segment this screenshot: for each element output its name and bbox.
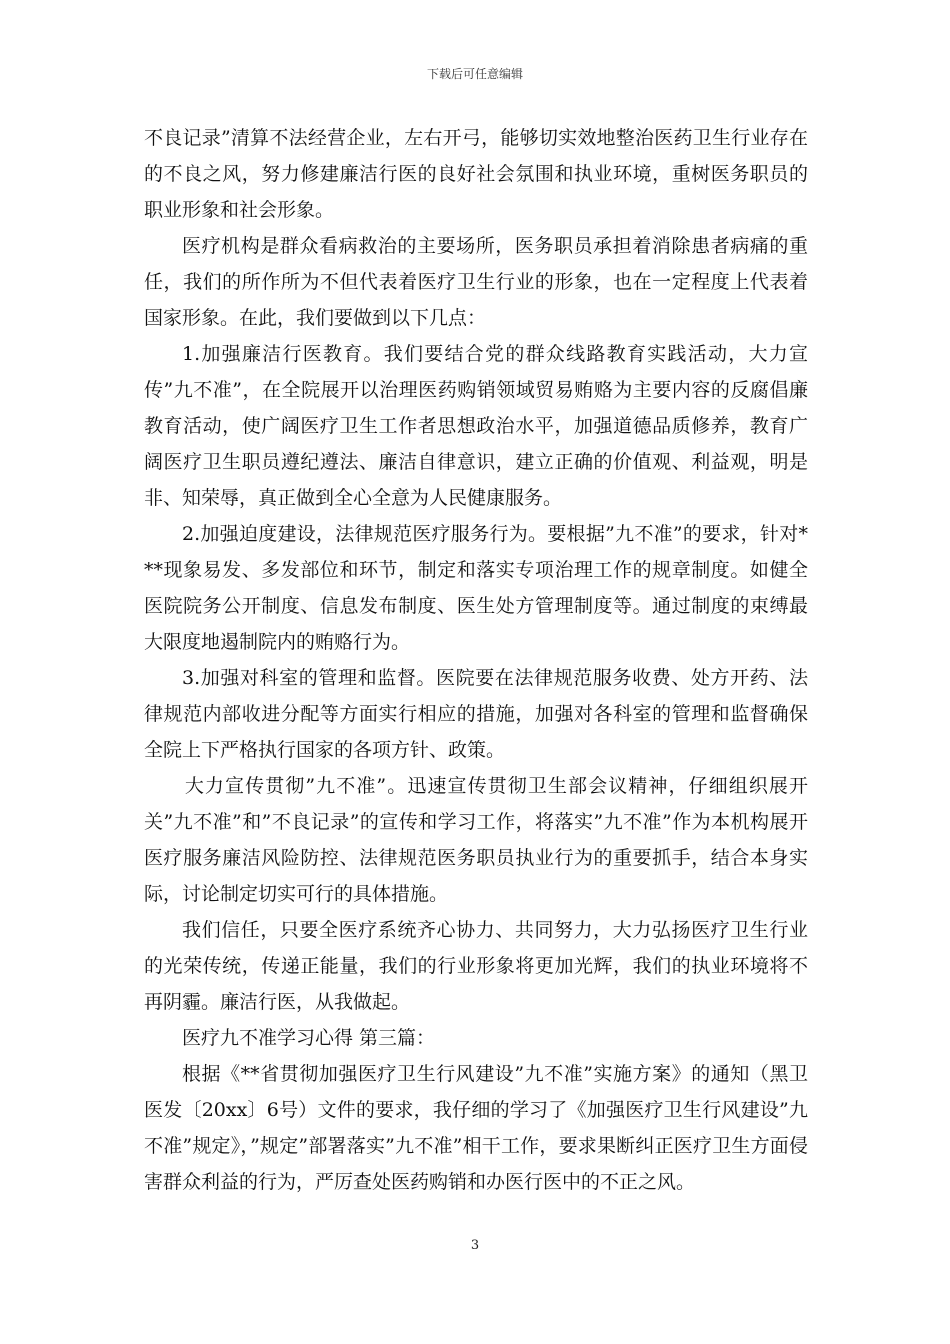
paragraph-publicity: 大力宣传贯彻”九不准”。迅速宣传贯彻卫生部会议精神，仔细组织展开关”九不准”和”不良记录”的宣传和学习工作，将落实”九不准”作为本机构展开医疗服务廉洁风险防控、法律规范医务职员执业行为的重要抓手，结合本身实际，讨论制定切实可行的具体措施。 bbox=[144, 775, 808, 905]
page-number: 3 bbox=[470, 1238, 480, 1253]
paragraph-point-2: 2.加强迫度建设，法律规范医疗服务行为。要根据”九不准”的要求，针对***现象易发、多发部位和环节，制定和落实专项治理工作的规章制度。如健全医院院务公开制度、信息发布制度、医生处方管理制度等。通过制度的束缚最大限度地遏制院内的贿赂行为。 bbox=[144, 523, 808, 653]
paragraph-medical-institutions: 医疗机构是群众看病救治的主要场所，医务职员承担着消除患者病痛的重任，我们的所作所为不但代表着医疗卫生行业的形象，也在一定程度上代表着国家形象。在此，我们要做到以下几点： bbox=[144, 235, 808, 329]
paragraph-conclusion: 我们信任，只要全医疗系统齐心协力、共同努力，大力弘扬医疗卫生行业的光荣传统，传递正能量，我们的行业形象将更加光辉，我们的执业环境将不再阴霾。廉洁行医，从我做起。 bbox=[144, 919, 808, 1013]
paragraph-point-1: 1.加强廉洁行医教育。我们要结合党的群众线路教育实践活动，大力宣传”九不准”，在全院展开以治理医药购销领域贸易贿赂为主要内容的反腐倡廉教育活动，使广阔医疗卫生工作者思想政治水平，加强道德品质修养，教育广阔医疗卫生职员遵纪遵法、廉洁自律意识，建立正确的价值观、利益观，明是非、知荣辱，真正做到全心全意为人民健康服务。 bbox=[144, 343, 808, 509]
paragraph-point-3: 3.加强对科室的管理和监督。医院要在法律规范服务收费、处方开药、法律规范内部收进分配等方面实行相应的措施，加强对各科室的管理和监督确保全院上下严格执行国家的各项方针、政策。 bbox=[144, 667, 808, 761]
paragraph-continuation: 不良记录”清算不法经营企业，左右开弓，能够切实效地整治医药卫生行业存在的不良之风，努力修建廉洁行医的良好社会氛围和执业环境，重树医务职员的职业形象和社会形象。 bbox=[144, 127, 808, 221]
paragraph-part-three-intro: 根据《**省贯彻加强医疗卫生行风建设”九不准”实施方案》的通知（黑卫医发〔20xx〕6号）文件的要求，我仔细的学习了《加强医疗卫生行风建设”九不准”规定》，”规定”部署落实”九不准”相干工作，要求果断纠正医疗卫生方面侵害群众利益的行为，严厉查处医药购销和办医行医中的不正之风。 bbox=[144, 1063, 808, 1193]
page-header-note: 下载后可任意编辑 bbox=[426, 67, 523, 81]
document-body bbox=[144, 120, 808, 1200]
section-heading-part-three: 医疗九不准学习心得 第三篇： bbox=[182, 1027, 436, 1049]
